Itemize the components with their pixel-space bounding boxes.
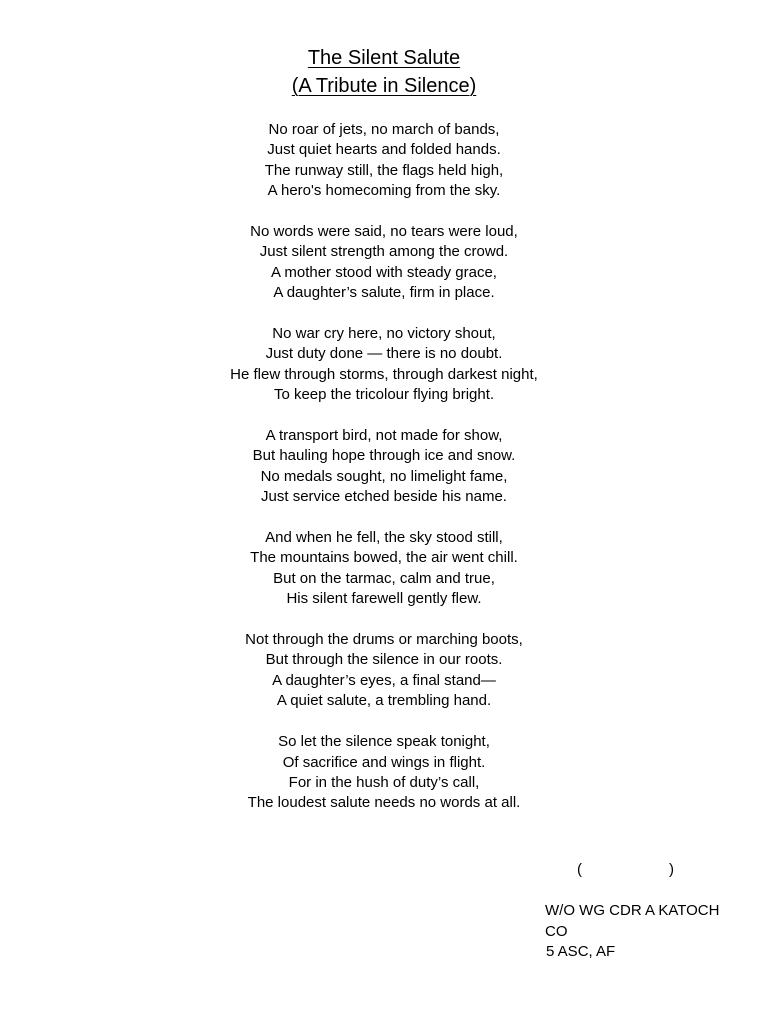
stanza (0, 426, 768, 508)
poem-line: For in the hush of duty’s call, (288, 773, 480, 791)
poem-line: The runway still, the flags held high, (264, 161, 504, 179)
poem-line: No roar of jets, no march of bands, (268, 121, 500, 138)
poem-line: A transport bird, not made for show, (265, 427, 503, 445)
poem-line: No medals sought, no limelight fame, (260, 467, 508, 485)
stanza (0, 630, 768, 712)
signature-block (545, 901, 719, 963)
poem-line: And when he fell, the sky stood still, (265, 529, 503, 547)
poem-line: Not through the drums or marching boots, (245, 631, 523, 649)
poem-line: A hero's homecoming from the sky. (267, 182, 501, 200)
poem-line: But on the tarmac, calm and true, (273, 569, 495, 587)
stanza (0, 732, 768, 814)
signatory-designation: CO (545, 922, 568, 940)
poem-line: No war cry here, no victory shout, (272, 325, 496, 343)
poem-line: His silent farewell gently flew. (286, 590, 482, 608)
poem-line: So let the silence speak tonight, (278, 733, 490, 751)
open-parenthesis: ( (577, 861, 582, 878)
signatory-name: W/O WG CDR A KATOCH (545, 902, 720, 919)
poem-line: Just duty done — there is no doubt. (265, 345, 503, 363)
poem-line: Just quiet hearts and folded hands. (267, 141, 501, 159)
poem-line: Of sacrifice and wings in flight. (282, 753, 486, 771)
poem-line: A quiet salute, a trembling hand. (276, 692, 492, 710)
stanza (0, 528, 768, 610)
close-parenthesis: ) (669, 861, 674, 878)
poem-line: Just silent strength among the crowd. (259, 243, 509, 261)
signatory-unit: 5 ASC, AF (546, 943, 616, 961)
stanza (0, 324, 768, 406)
poem-line: A mother stood with steady grace, (271, 263, 497, 281)
poem-line: The mountains bowed, the air went chill. (250, 549, 518, 567)
poem-line: The loudest salute needs no words at all. (247, 794, 521, 812)
poem-line: He flew through storms, through darkest night, (230, 365, 538, 383)
poem-line: Just service etched beside his name. (261, 488, 507, 506)
poem-line: A daughter’s eyes, a final stand— (272, 671, 496, 689)
poem-line: A daughter’s salute, firm in place. (273, 284, 495, 302)
poem-line: To keep the tricolour flying bright. (273, 386, 495, 404)
poem-title: The Silent Salute (307, 47, 461, 69)
stanza (0, 120, 768, 202)
poem-line: No words were said, no tears were loud, (250, 223, 518, 241)
poem-subtitle: (A Tribute in Silence) (291, 75, 477, 97)
stanza (0, 222, 768, 304)
title-block (0, 44, 768, 100)
poem-body (0, 120, 768, 834)
poem-line: But through the silence in our roots. (265, 651, 503, 669)
poem-line: But hauling hope through ice and snow. (252, 447, 516, 465)
